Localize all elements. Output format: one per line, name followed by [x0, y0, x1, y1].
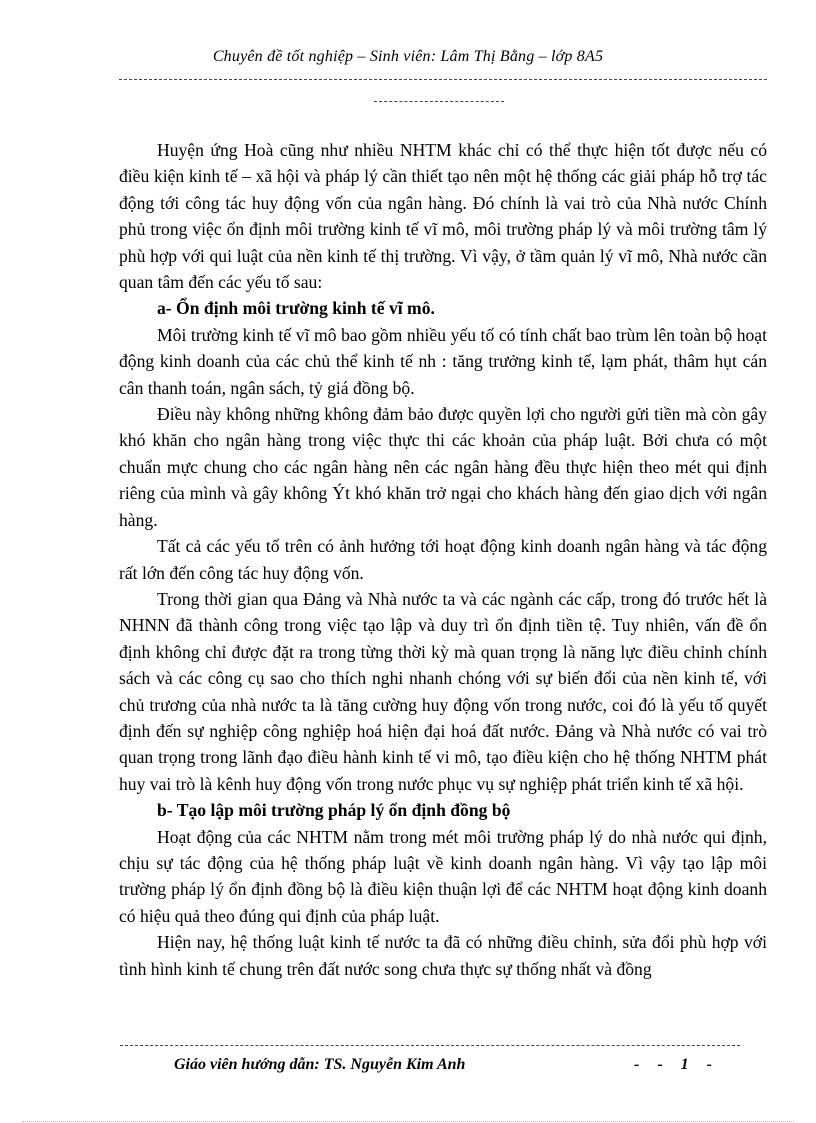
- paragraph: Trong thời gian qua Đảng và Nhà nước ta và các ngành các cấp, trong đó trước hết là NHNN đã thành công trong việc tạo lập và duy trì ổn định tiền tệ. Tuy nhiên, vấn đề ổn định không chỉ được đặt ra trong từng thời kỳ mà quan trọng là năng lực điều chỉnh chính sách và các công cụ sao cho thích nghi nhanh chóng với sự biến đổi của nền kinh tế, với chủ trương của nhà nước ta là tăng cường huy động vốn trong nước, coi đó là yếu tố quyết định đến sự nghiệp công nghiệp hoá hiện đại hoá đất nước. Đảng và Nhà nước có vai trò quan trọng trong lãnh đạo điều hành kinh tế vi mô, tạo điều kiện cho hệ thống NHTM phát huy vai trò là kênh huy động vốn trong nước phục vụ sự nghiệp phát triển kinh tế xã hội.: [119, 588, 767, 794]
- header-divider-continuation: [374, 101, 504, 102]
- paragraph: Môi trường kinh tế vĩ mô bao gồm nhiều yếu tố có tính chất bao trùm lên toàn bộ hoạt động kinh doanh của các chủ thể kinh tế nh : tăng trưởng kinh tế, lạm phát, thâm hụt cán cân thanh toán, ngân sách, tỷ giá đồng bộ.: [119, 324, 767, 398]
- page-bottom-border: [22, 1121, 794, 1122]
- paragraph: Tất cả các yếu tố trên có ảnh hưởng tới hoạt động kinh doanh ngân hàng và tác động rất lớn đến công tác huy động vốn.: [119, 536, 767, 583]
- footer-teacher: Giáo viên hướng dẫn: TS. Nguyễn Kim Anh: [174, 1056, 466, 1073]
- page-number: - - 1 -: [634, 1056, 712, 1073]
- paragraph-intro: Huyện ứng Hoà cũng như nhiều NHTM khác chỉ có thể thực hiện tốt được nếu có điều kiện kinh tế – xã hội và pháp lý cần thiết tạo nên một hệ thống các giải pháp hỗ trợ tác động tới công tác huy động vốn của ngân hàng. Đó chính là vai trò của Nhà nước Chính phủ trong việc ổn định môi trường kinh tế vĩ mô, môi trường pháp lý và môi trường tâm lý phù hợp với qui luật của nền kinh tế thị trường. Vì vậy, ở tầm quản lý vĩ mô, Nhà nước cần quan tâm đến các yếu tố sau:: [119, 140, 767, 293]
- paragraph: Điều này không những không đảm bảo được quyền lợi cho người gửi tiền mà còn gây khó khăn cho ngân hàng trong việc thực thi các khoản của pháp luật. Bởi chưa có một chuẩn mực chung cho các ngân hàng nên các ngân hàng đều thực hiện theo mét qui định riêng của mình và gây không Ýt khó khăn trở ngại cho khách hàng đến giao dịch với ngân hàng.: [119, 404, 767, 530]
- paragraph: Hiện nay, hệ thống luật kinh tế nước ta đã có những điều chỉnh, sửa đổi phù hợp với tình hình kinh tế chung trên đất nước song chưa thực sự thống nhất và đồng: [119, 932, 767, 979]
- paragraph: Hoạt động của các NHTM nằm trong mét môi trường pháp lý do nhà nước qui định, chịu sự tác động của hệ thống pháp luật về kinh doanh ngân hàng. Vì vậy tạo lập môi trường pháp lý ổn định đồng bộ là điều kiện thuận lợi để các NHTM hoạt động kinh doanh có hiệu quả theo đúng qui định của pháp luật.: [119, 826, 767, 926]
- header-title: Chuyên đề tốt nghiệp – Sinh viên: Lâm Thị Bằng – lớp 8A5: [212, 48, 604, 65]
- document-body: [119, 137, 767, 982]
- header-divider: [119, 79, 767, 80]
- footer-divider: [120, 1045, 740, 1046]
- section-heading-b: b- Tạo lập môi trường pháp lý ổn định đồng bộ: [157, 800, 511, 821]
- section-heading-a: a- Ổn định môi trường kinh tế vĩ mô.: [157, 298, 435, 319]
